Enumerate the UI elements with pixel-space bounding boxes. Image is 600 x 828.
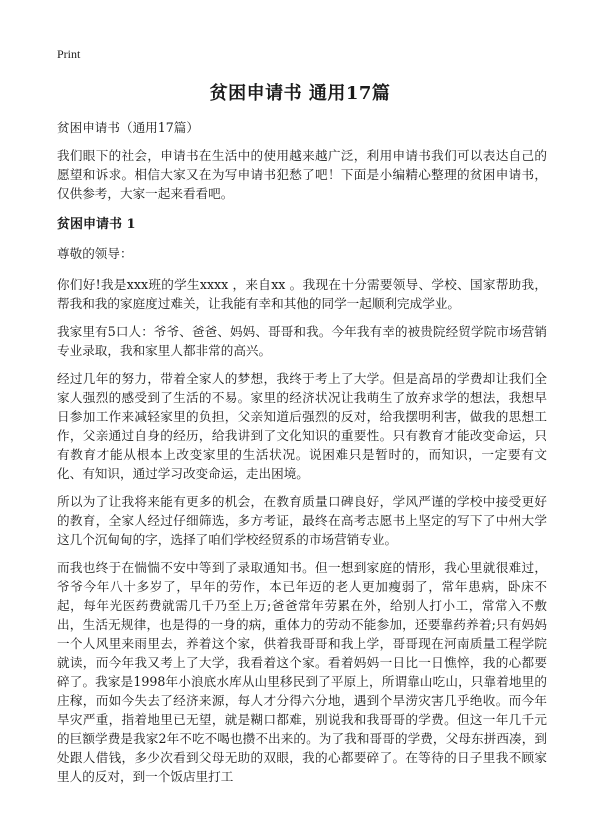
body-paragraph: 所以为了让我将来能有更多的机会，在教育质量口碑良好，学风严谨的学校中接受更好的教育，全家人经过仔细筛选，多方考证，最终在高考志愿书上坚定的写下了中州大学这几个沉甸甸的字，选择了咱们学校经贸系的市场营销专业。 [57,494,547,547]
print-label[interactable]: Print [57,47,81,61]
document-body [57,118,547,795]
intro-paragraph: 我们眼下的社会，申请书在生活中的使用越来越广泛，利用申请书我们可以表达自己的愿望和诉求。相信大家又在为写申请书犯愁了吧！下面是小编精心整理的贫困申请书，仅供参考，大家一起来看看吧。 [57,148,547,201]
body-paragraph: 而我也终于在惴惴不安中等到了录取通知书。但一想到家庭的情形，我心里就很难过，爷爷今年八十多岁了，早年的劳作，本已年迈的老人更加瘦弱了，常年患病，卧床不起，每年光医药费就需几千乃至上万;爸爸常年劳累在外，给别人打小工，常常入不敷出，生活无规律，也是得的一身的病，重体力的劳动不能参加，还要靠药养着;只有妈妈一个人风里来雨里去，养着这个家，供着我哥哥和我上学，哥哥现在河南质量工程学院就读，而今年我又考上了大学，我看着这个家。看着妈妈一日比一日憔悴，我的心都要碎了。我家是1998年小浪底水库从山里移民到了平原上，所谓靠山吃山，只靠着地里的庄稼，而如今失去了经济来源，每人才分得六分地，遇到个旱涝灾害几乎绝收。而今年旱灾严重，指着地里已无望，就是糊口都难，别说我和我哥哥的学费。但这一年几千元的巨额学费是我家2年不吃不喝也攒不出来的。为了我和哥哥的学费，父母东拼西凑，到处跟人借钱，多少次看到父母无助的双眼，我的心都要碎了。在等待的日子里我不顾家里人的反对，到一个饭店里打工 [57,560,547,784]
page-title: 贫困申请书 通用17篇 [209,83,391,104]
greeting: 尊敬的领导： [57,246,133,261]
section-heading: 贫困申请书 1 [57,217,136,232]
body-paragraph: 经过几年的努力，带着全家人的梦想，我终于考上了大学。但是高昂的学费却让我们全家人强烈的感受到了生活的不易。家里的经济状况让我萌生了放弃求学的想法，我想早日参加工作来减轻家里的负担，父亲知道后强烈的反对，给我摆明利害，做我的思想工作，父亲通过自身的经历，给我讲到了文化知识的重要性。只有教育才能改变命运，只有教育才能从根本上改变家里的生活状况。说困难只是暂时的，而知识，一定要有文化、有知识，通过学习改变命运，走出困境。 [57,371,547,481]
document-subtitle: 贫困申请书（通用17篇） [57,120,199,135]
body-paragraph: 我家里有5口人：爷爷、爸爸、妈妈、哥哥和我。今年我有幸的被贵院经贸学院市场营销专业录取，我和家里人都非常的高兴。 [57,324,547,358]
body-paragraph: 你们好!我是xxx班的学生xxxx ，来自xx 。我现在十分需要领导、学校、国家帮助我，帮我和我的家庭度过难关，让我能有幸和其他的同学一起顺利完成学业。 [57,277,547,311]
